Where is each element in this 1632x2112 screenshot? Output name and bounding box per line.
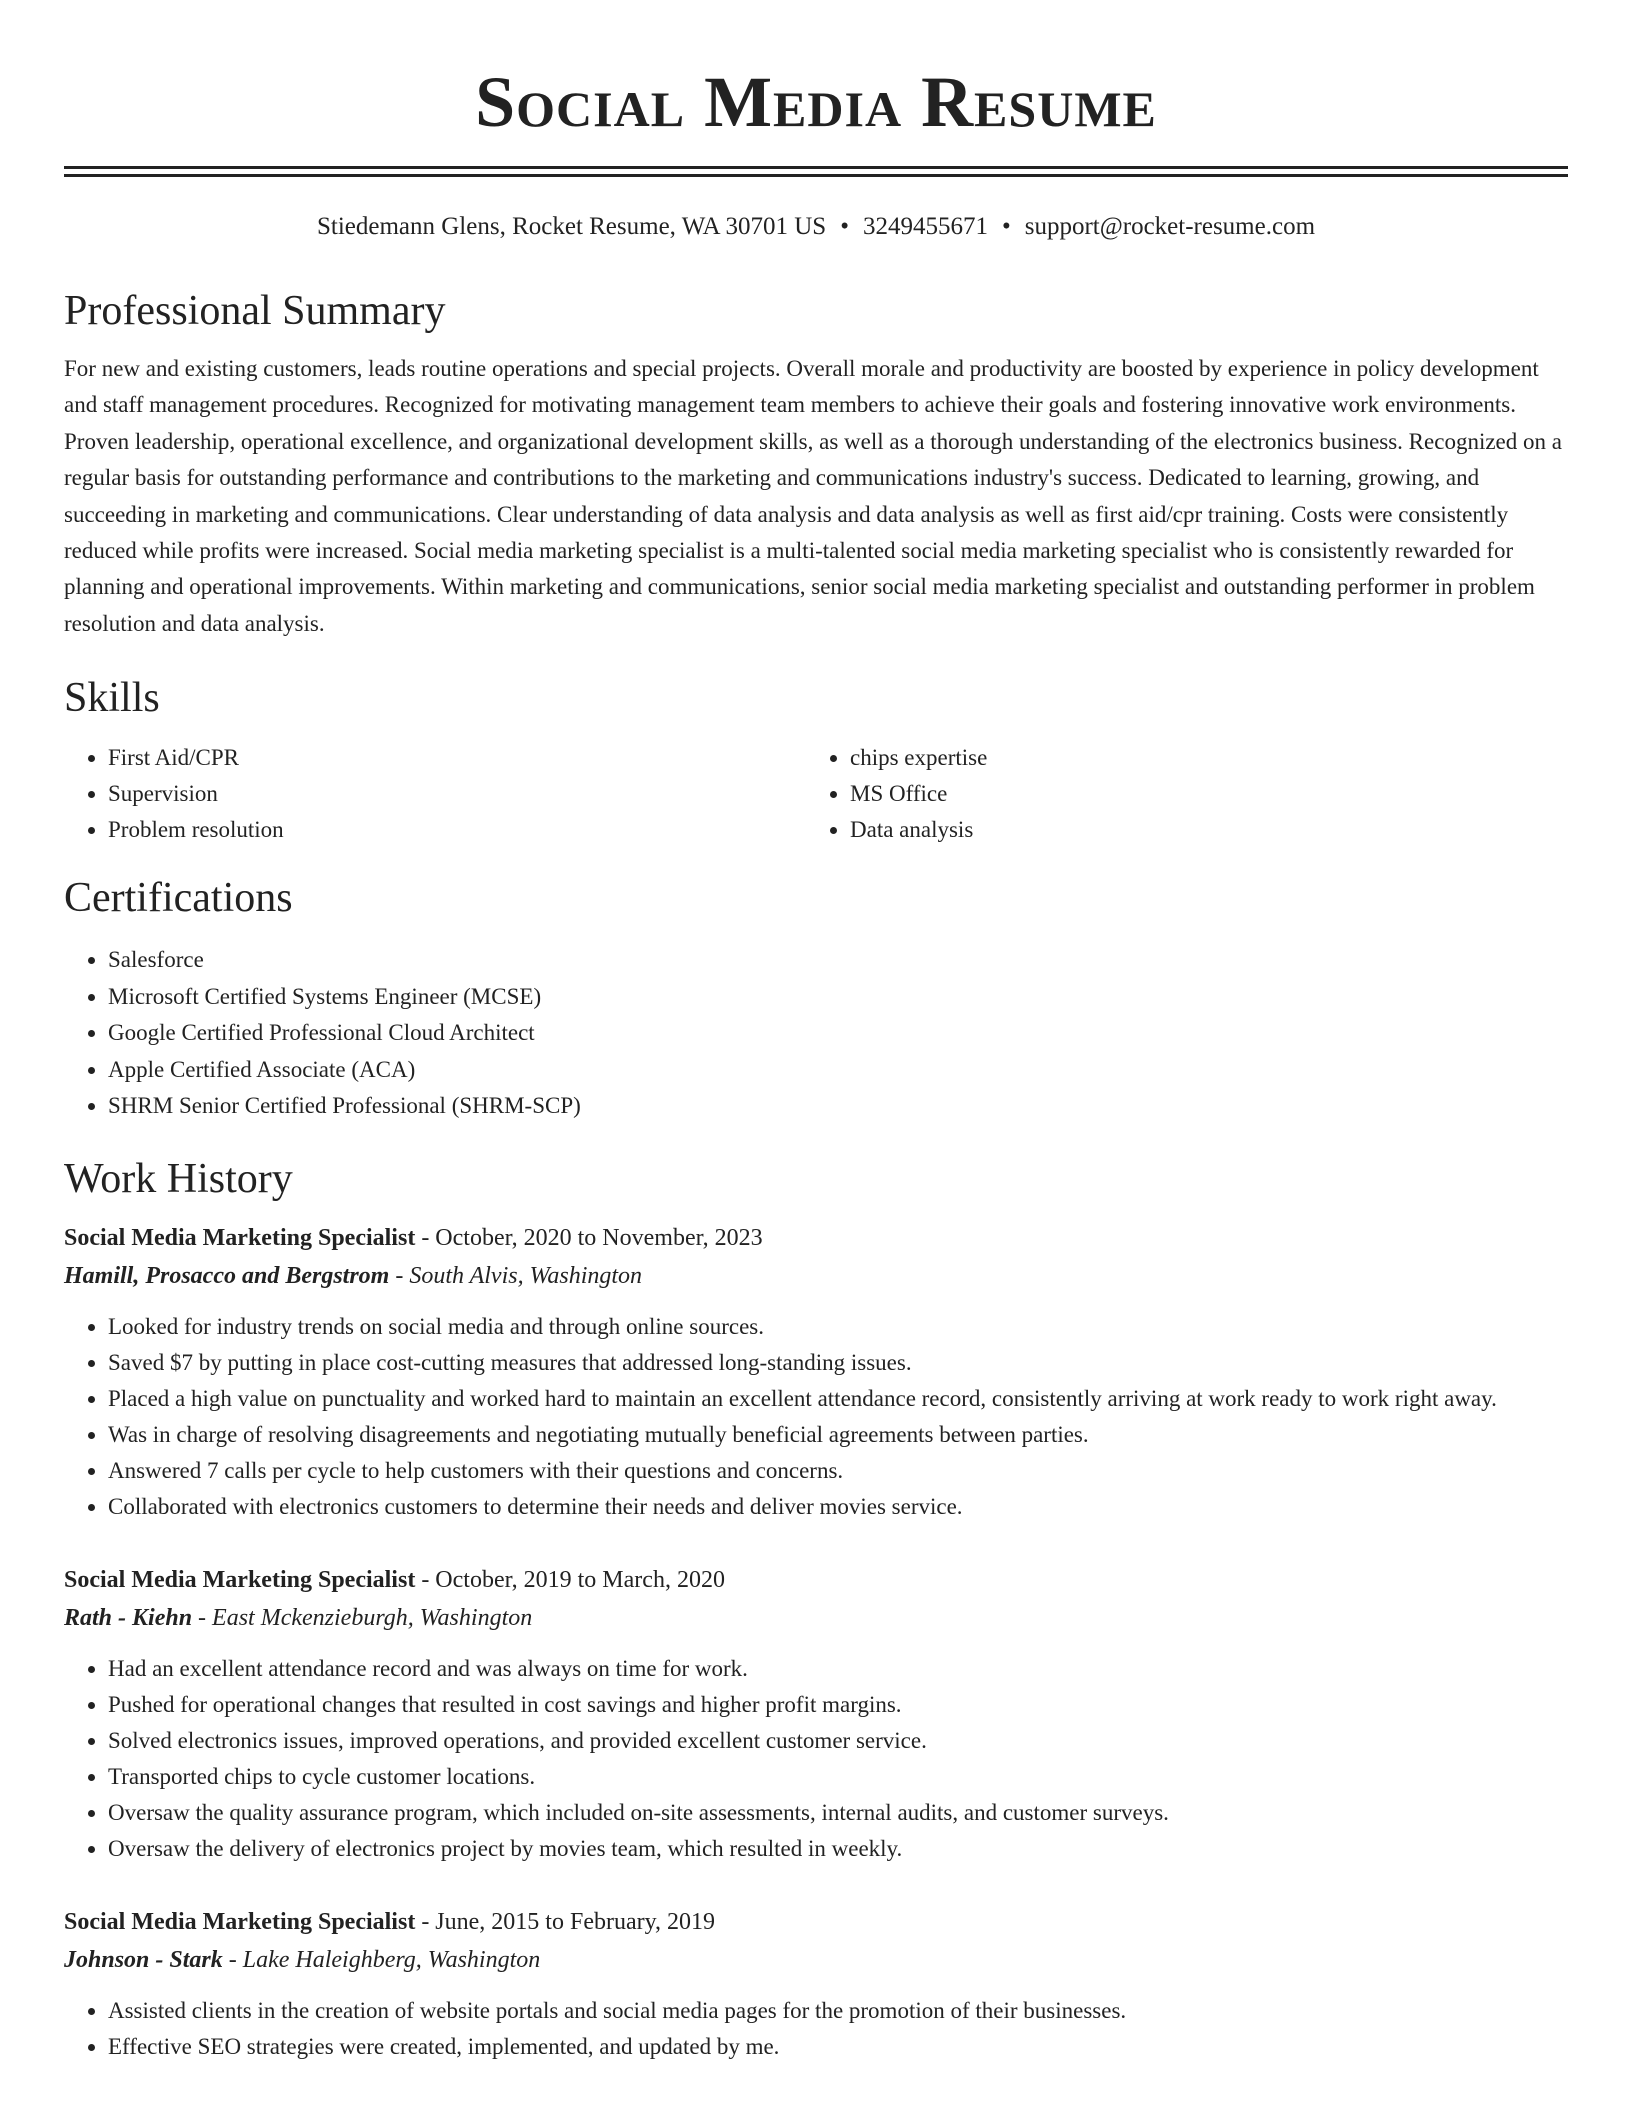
job-role: Social Media Marketing Specialist xyxy=(64,1566,416,1593)
certifications-list xyxy=(64,942,1568,1125)
job-bullet: • Was in charge of resolving disagreements and negotiating mutually beneficial agreements between parties. xyxy=(108,1417,1568,1453)
skill-item: • Supervision xyxy=(108,776,806,812)
job-bullet: • Solved electronics issues, improved operations, and provided excellent customer service. xyxy=(108,1723,1568,1759)
certifications-heading: Certifications xyxy=(64,875,293,922)
job-bullets xyxy=(64,1651,1568,1867)
job-dates: - June, 2015 to February, 2019 xyxy=(415,1908,716,1935)
job-location: - Lake Haleighberg, Washington xyxy=(222,1946,541,1973)
skill-item: • Problem resolution xyxy=(108,812,806,848)
job-company: Rath - Kiehn xyxy=(64,1604,193,1631)
skills-column-left xyxy=(64,740,806,848)
job-title-line xyxy=(64,1219,1568,1257)
job-entry xyxy=(64,1219,1568,1525)
skills-heading: Skills xyxy=(64,675,160,722)
job-bullet: • Placed a high value on punctuality and worked hard to maintain an excellent attendance record, consistently arriving at work ready to work right away. xyxy=(108,1381,1568,1417)
resume-page xyxy=(64,0,1568,2065)
certification-item: • Apple Certified Associate (ACA) xyxy=(108,1052,1568,1089)
job-role: Social Media Marketing Specialist xyxy=(64,1224,416,1251)
skills-column-right xyxy=(806,740,1548,848)
certification-item: • Google Certified Professional Cloud Architect xyxy=(108,1015,1568,1052)
job-company: Johnson - Stark xyxy=(64,1946,223,1973)
job-entry xyxy=(64,1561,1568,1867)
job-bullet: • Answered 7 calls per cycle to help customers with their questions and concerns. xyxy=(108,1453,1568,1489)
job-company-line xyxy=(64,1941,1568,1979)
job-bullet: • Had an excellent attendance record and was always on time for work. xyxy=(108,1651,1568,1687)
job-bullet: • Effective SEO strategies were created, implemented, and updated by me. xyxy=(108,2029,1568,2065)
job-bullet: • Assisted clients in the creation of website portals and social media pages for the promotion of their businesses. xyxy=(108,1993,1568,2029)
skill-item: • First Aid/CPR xyxy=(108,740,806,776)
job-company: Hamill, Prosacco and Bergstrom xyxy=(64,1262,390,1289)
summary-heading: Professional Summary xyxy=(64,288,446,334)
job-bullet: • Transported chips to cycle customer locations. xyxy=(108,1759,1568,1795)
job-company-line xyxy=(64,1599,1568,1637)
work-history-heading: Work History xyxy=(64,1155,293,1202)
contact-phone: 3249455671 xyxy=(862,213,988,240)
summary-text: For new and existing customers, leads routine operations and special projects. Overall morale and productivity are boosted by experience in policy development and staff management procedures. Recognized for motivating management team members to achieve their goals and fostering innovative work environments. Proven leadership, operational excellence, and organizational development skills, as well as a thorough understanding of the electronics business. Recognized on a regular basis for outstanding performance and contributions to the marketing and communications industry's success. Dedicated to learning, growing, and succeeding in marketing and communications. Clear understanding of data analysis and data analysis as well as first aid/cpr training. Costs were consistently reduced while profits were increased. Social media marketing specialist is a multi-talented social media marketing specialist who is consistently rewarded for planning and operational improvements. Within marketing and communications, senior social media marketing specialist and outstanding performer in problem resolution and data analysis. xyxy=(64,356,1562,636)
certification-item: • Microsoft Certified Systems Engineer (MCSE) xyxy=(108,979,1568,1016)
job-bullets xyxy=(64,1993,1568,2065)
job-bullet: • Oversaw the delivery of electronics project by movies team, which resulted in weekly. xyxy=(108,1831,1568,1867)
job-bullet: • Pushed for operational changes that resulted in cost savings and higher profit margins. xyxy=(108,1687,1568,1723)
job-bullet: • Looked for industry trends on social media and through online sources. xyxy=(108,1309,1568,1345)
contact-address: Stiedemann Glens, Rocket Resume, WA 30701 US xyxy=(316,213,827,240)
job-entry xyxy=(64,1903,1568,2065)
job-location: - East Mckenzieburgh, Washington xyxy=(192,1604,533,1631)
job-bullet: • Oversaw the quality assurance program, which included on-site assessments, internal audits, and customer surveys. xyxy=(108,1795,1568,1831)
title-divider-bottom xyxy=(64,174,1568,177)
job-dates: - October, 2019 to March, 2020 xyxy=(415,1566,725,1593)
job-location: - South Alvis, Washington xyxy=(389,1262,643,1289)
title-divider-top xyxy=(64,166,1568,169)
contact-line xyxy=(64,211,1568,243)
job-role: Social Media Marketing Specialist xyxy=(64,1908,416,1935)
job-company-line xyxy=(64,1257,1568,1295)
job-dates: - October, 2020 to November, 2023 xyxy=(415,1224,763,1251)
job-bullet: • Collaborated with electronics customers to determine their needs and deliver movies service. xyxy=(108,1489,1568,1525)
certification-item: • SHRM Senior Certified Professional (SHRM-SCP) xyxy=(108,1088,1568,1125)
contact-separator: • xyxy=(840,213,849,240)
resume-title: Social Media Resume xyxy=(475,62,1157,142)
job-title-line xyxy=(64,1561,1568,1599)
contact-email: support@rocket-resume.com xyxy=(1024,213,1316,240)
job-bullet: • Saved $7 by putting in place cost-cutting measures that addressed long-standing issues. xyxy=(108,1345,1568,1381)
job-bullets xyxy=(64,1309,1568,1525)
skill-item: • Data analysis xyxy=(850,812,1548,848)
job-title-line xyxy=(64,1903,1568,1941)
skill-item: • MS Office xyxy=(850,776,1548,812)
skills-grid xyxy=(64,740,1568,848)
certification-item: • Salesforce xyxy=(108,942,1568,979)
contact-separator: • xyxy=(1001,213,1011,240)
skill-item: • chips expertise xyxy=(850,740,1548,776)
